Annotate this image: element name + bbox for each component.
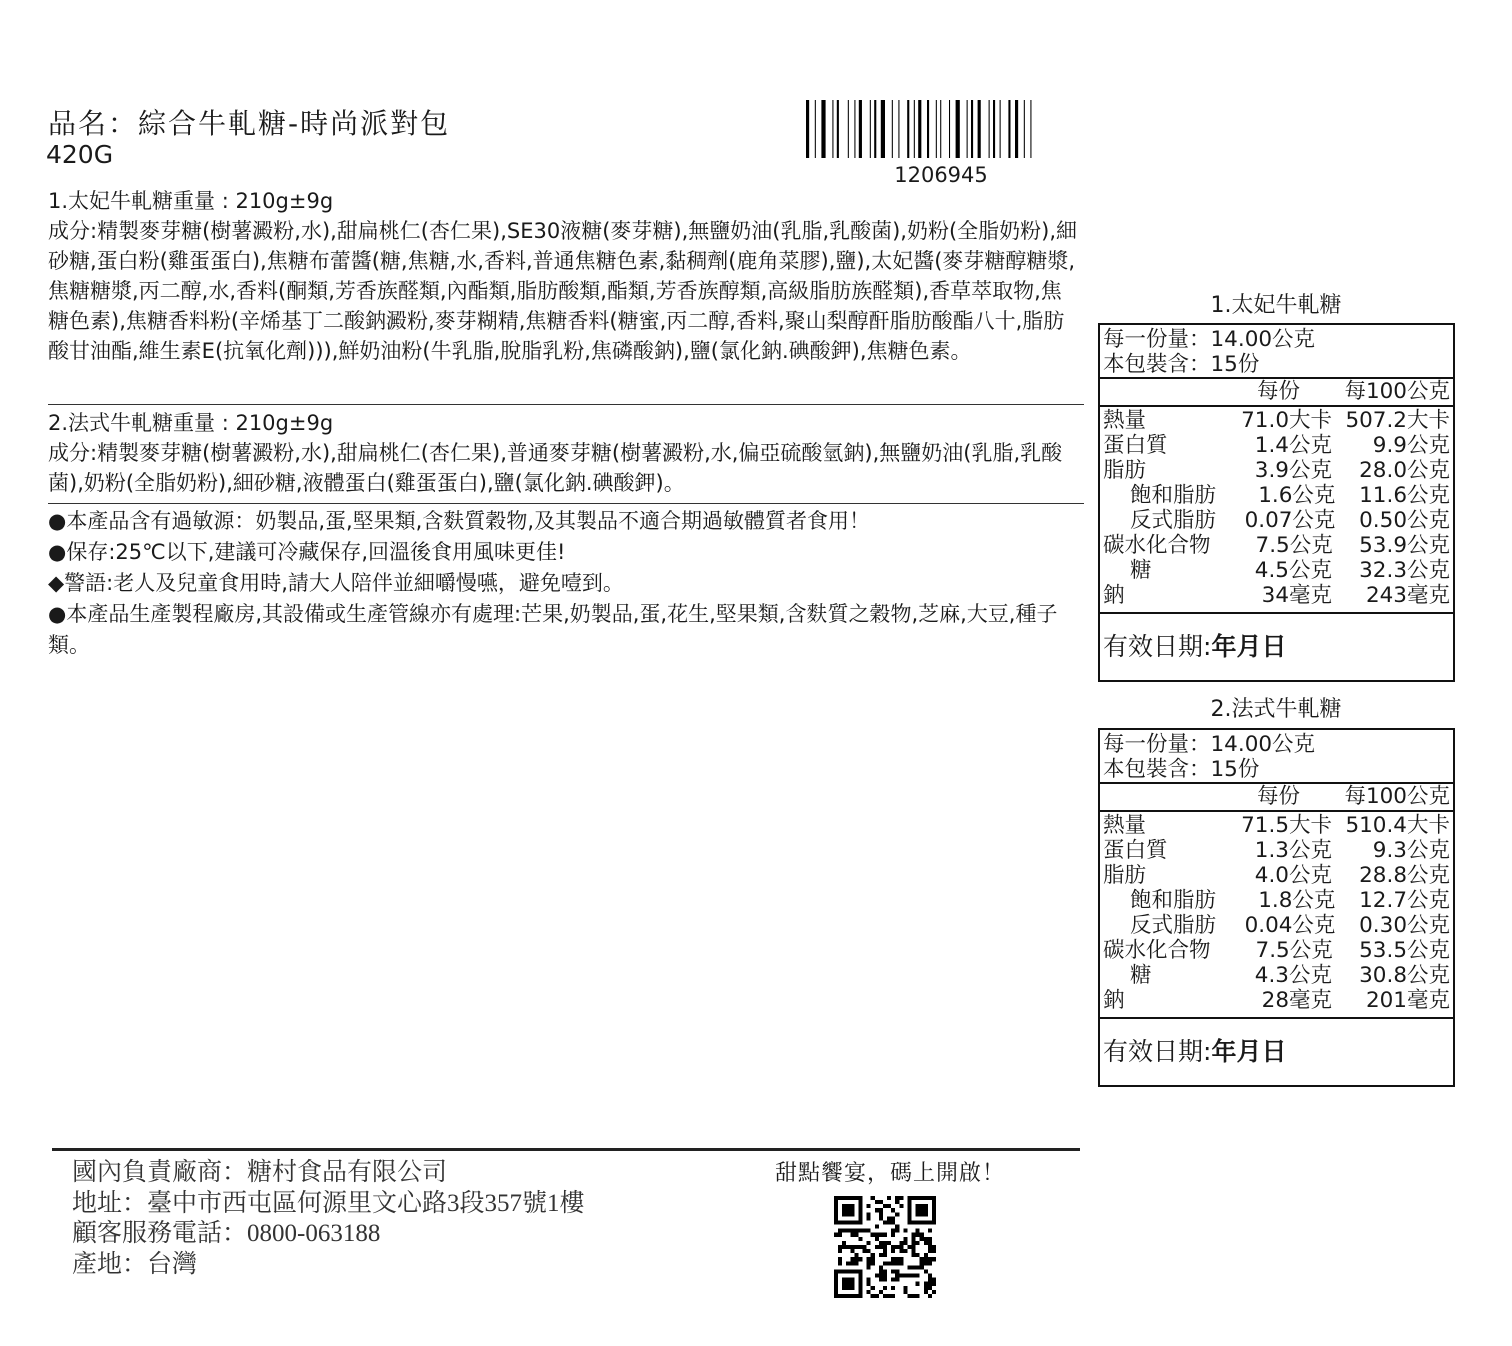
product-name: 品名：綜合牛軋糖-時尚派對包 bbox=[48, 107, 451, 140]
per-serving-value: 4.3公克 bbox=[1254, 963, 1332, 988]
nutrient-label: 鈉 bbox=[1103, 988, 1125, 1013]
col-per-100g: 每100公克 bbox=[1344, 784, 1450, 809]
nutrient-label: 鈉 bbox=[1103, 583, 1125, 608]
nutrition-rows bbox=[1100, 407, 1453, 614]
nutrition-row bbox=[1103, 583, 1450, 608]
section-toffee-nougat bbox=[48, 186, 1082, 366]
qr-code-icon[interactable] bbox=[834, 1196, 936, 1298]
nutrition-row bbox=[1103, 483, 1450, 508]
nutrient-label: 蛋白質 bbox=[1103, 838, 1168, 863]
per-100g-value: 510.4大卡 bbox=[1345, 813, 1450, 838]
section-heading: 2.法式牛軋糖重量 : 210g±9g bbox=[48, 411, 334, 435]
nutrition-row bbox=[1103, 913, 1450, 938]
nutrition-column-headers bbox=[1100, 784, 1453, 812]
per-100g-value: 12.7公克 bbox=[1359, 888, 1450, 913]
per-serving-value: 71.5大卡 bbox=[1241, 813, 1332, 838]
nutrient-label: 熱量 bbox=[1103, 408, 1147, 433]
per-serving-value: 1.6公克 bbox=[1258, 483, 1336, 508]
per-serving-value: 0.04公克 bbox=[1244, 913, 1336, 938]
divider bbox=[48, 503, 1084, 504]
per-100g-value: 0.50公克 bbox=[1359, 508, 1450, 533]
nutrition-table bbox=[1098, 323, 1455, 682]
per-100g-value: 243毫克 bbox=[1365, 583, 1450, 608]
per-100g-value: 53.5公克 bbox=[1359, 938, 1450, 963]
expiry-label: 有效日期: bbox=[1103, 1037, 1212, 1066]
customer-phone: 顧客服務電話：0800-063188 bbox=[72, 1220, 381, 1247]
ingredients-text: 成分:精製麥芽糖(樹薯澱粉,水),甜扁桃仁(杏仁果),普通麥芽糖(樹薯澱粉,水,偏亞硫酸氫鈉),無鹽奶油(乳脂,乳酸菌),奶粉(全脂奶粉),細砂糖,液體蛋白(雞蛋蛋白),鹽(氯化鈉.碘酸鉀)。 bbox=[48, 441, 1063, 495]
expiry-date bbox=[1100, 614, 1453, 680]
per-100g-value: 0.30公克 bbox=[1359, 913, 1450, 938]
nutrition-row bbox=[1103, 888, 1450, 913]
per-serving-value: 7.5公克 bbox=[1255, 938, 1333, 963]
barcode-icon bbox=[806, 100, 1076, 158]
expiry-value: 年月日 bbox=[1211, 1037, 1287, 1066]
per-100g-value: 32.3公克 bbox=[1359, 558, 1450, 583]
nutrition-row bbox=[1103, 433, 1450, 458]
expiry-date bbox=[1100, 1019, 1453, 1085]
servings-per-pack: 本包裝含：15份 bbox=[1103, 352, 1260, 377]
storage-note: ●保存:25℃以下,建議可冷藏保存,回溫後食用風味更佳! bbox=[48, 540, 566, 564]
per-100g-value: 28.8公克 bbox=[1359, 863, 1450, 888]
slogan: 甜點饗宴，碼上開啟！ bbox=[775, 1161, 1006, 1186]
nutrient-label: 蛋白質 bbox=[1103, 433, 1168, 458]
per-serving-value: 34毫克 bbox=[1261, 583, 1332, 608]
nutrition-title: 1.太妃牛軋糖 bbox=[1210, 293, 1342, 318]
nutrition-title: 2.法式牛軋糖 bbox=[1210, 697, 1342, 722]
serving-info bbox=[1100, 730, 1453, 784]
per-100g-value: 30.8公克 bbox=[1359, 963, 1450, 988]
nutrition-rows bbox=[1100, 812, 1453, 1019]
servings-per-pack: 本包裝含：15份 bbox=[1103, 757, 1260, 782]
per-100g-value: 28.0公克 bbox=[1359, 458, 1450, 483]
per-serving-value: 0.07公克 bbox=[1244, 508, 1336, 533]
origin: 產地：台灣 bbox=[72, 1250, 198, 1278]
nutrient-label: 飽和脂肪 bbox=[1130, 483, 1217, 508]
nutrition-row bbox=[1103, 508, 1450, 533]
section-french-nougat bbox=[48, 408, 1082, 498]
per-serving-value: 1.4公克 bbox=[1254, 433, 1332, 458]
per-serving-value: 3.9公克 bbox=[1254, 458, 1332, 483]
address: 地址：臺中市西屯區何源里文心路3段357號1樓 bbox=[72, 1189, 585, 1217]
per-100g-value: 201毫克 bbox=[1365, 988, 1450, 1013]
nutrition-row bbox=[1103, 988, 1450, 1013]
nutrient-label: 碳水化合物 bbox=[1103, 533, 1211, 558]
nutrition-row bbox=[1103, 813, 1450, 838]
notes-list bbox=[48, 506, 1082, 661]
nutrition-row bbox=[1103, 458, 1450, 483]
nutrition-table bbox=[1098, 728, 1455, 1087]
nutrition-row bbox=[1103, 938, 1450, 963]
per-serving-value: 1.8公克 bbox=[1258, 888, 1336, 913]
per-serving-value: 28毫克 bbox=[1261, 988, 1332, 1013]
per-100g-value: 9.3公克 bbox=[1372, 838, 1450, 863]
col-per-100g: 每100公克 bbox=[1344, 379, 1450, 404]
nutrient-label: 脂肪 bbox=[1103, 458, 1147, 483]
per-serving-value: 4.0公克 bbox=[1254, 863, 1332, 888]
facility-note: ●本產品生產製程廠房,其設備或生產管線亦有處理:芒果,奶製品,蛋,花生,堅果類,含麩質之穀物,芝麻,大豆,種子類。 bbox=[48, 602, 1058, 657]
footer-divider bbox=[52, 1148, 1080, 1151]
per-serving-value: 4.5公克 bbox=[1254, 558, 1332, 583]
col-per-serving: 每份 bbox=[1256, 784, 1300, 809]
nutrition-row bbox=[1103, 558, 1450, 583]
nutrient-label: 飽和脂肪 bbox=[1130, 888, 1217, 913]
nutrition-row bbox=[1103, 963, 1450, 988]
divider bbox=[48, 404, 1084, 405]
expiry-value: 年月日 bbox=[1211, 632, 1287, 661]
ingredients-text: 成分:精製麥芽糖(樹薯澱粉,水),甜扁桃仁(杏仁果),SE30液糖(麥芽糖),無鹽奶油(乳脂,乳酸菌),奶粉(全脂奶粉),細砂糖,蛋白粉(雞蛋蛋白),焦糖布蕾醬(糖,焦糖,水,香料,普通焦糖色素,黏稠劑(鹿角菜膠),鹽),太妃醬(麥芽糖醇糖漿,焦糖糖漿,丙二醇,水,香料(酮類,芳香族醛類,內酯類,脂肪酸類,酯類,芳香族醇類,高級脂肪族醛類),香草萃取物,焦糖色素),焦糖香料粉(辛烯基丁二酸鈉澱粉,麥芽糊精,焦糖香料(糖蜜,丙二醇,香料,聚山梨醇酐脂肪酸酯八十,脂肪酸甘油酯,維生素E(抗氧化劑))),鮮奶油粉(牛乳脂,脫脂乳粉,焦磷酸鈉),鹽(氯化鈉.碘酸鉀),焦糖色素。 bbox=[48, 219, 1078, 363]
per-100g-value: 9.9公克 bbox=[1372, 433, 1450, 458]
serving-info bbox=[1100, 325, 1453, 379]
nutrition-column-headers bbox=[1100, 379, 1453, 407]
company-info bbox=[72, 1158, 585, 1280]
per-100g-value: 11.6公克 bbox=[1359, 483, 1450, 508]
nutrient-label: 糖 bbox=[1130, 963, 1152, 988]
nutrition-row bbox=[1103, 838, 1450, 863]
per-serving-value: 1.3公克 bbox=[1254, 838, 1332, 863]
barcode-number: 1206945 bbox=[894, 163, 988, 187]
net-weight: 420G bbox=[46, 140, 114, 169]
section-heading: 1.太妃牛軋糖重量 : 210g±9g bbox=[48, 189, 334, 213]
allergen-note: ●本產品含有過敏源：奶製品,蛋,堅果類,含麩質穀物,及其製品不適合期過敏體質者食用！ bbox=[48, 509, 871, 533]
serving-size: 每一份量：14.00公克 bbox=[1103, 732, 1316, 757]
nutrient-label: 熱量 bbox=[1103, 813, 1147, 838]
nutrition-row bbox=[1103, 863, 1450, 888]
expiry-label: 有效日期: bbox=[1103, 632, 1212, 661]
nutrition-row bbox=[1103, 533, 1450, 558]
nutrient-label: 反式脂肪 bbox=[1130, 913, 1217, 938]
nutrient-label: 脂肪 bbox=[1103, 863, 1147, 888]
per-serving-value: 71.0大卡 bbox=[1241, 408, 1332, 433]
per-100g-value: 53.9公克 bbox=[1359, 533, 1450, 558]
per-100g-value: 507.2大卡 bbox=[1345, 408, 1450, 433]
col-per-serving: 每份 bbox=[1256, 379, 1300, 404]
nutrient-label: 糖 bbox=[1130, 558, 1152, 583]
serving-size: 每一份量：14.00公克 bbox=[1103, 327, 1316, 352]
nutrient-label: 碳水化合物 bbox=[1103, 938, 1211, 963]
importer: 國內負責廠商：糖村食品有限公司 bbox=[72, 1159, 448, 1186]
per-serving-value: 7.5公克 bbox=[1255, 533, 1333, 558]
nutrient-label: 反式脂肪 bbox=[1130, 508, 1217, 533]
warning-note: ◆警語:老人及兒童食用時,請大人陪伴並細嚼慢嚥，避免噎到。 bbox=[48, 571, 624, 595]
nutrition-row bbox=[1103, 408, 1450, 433]
